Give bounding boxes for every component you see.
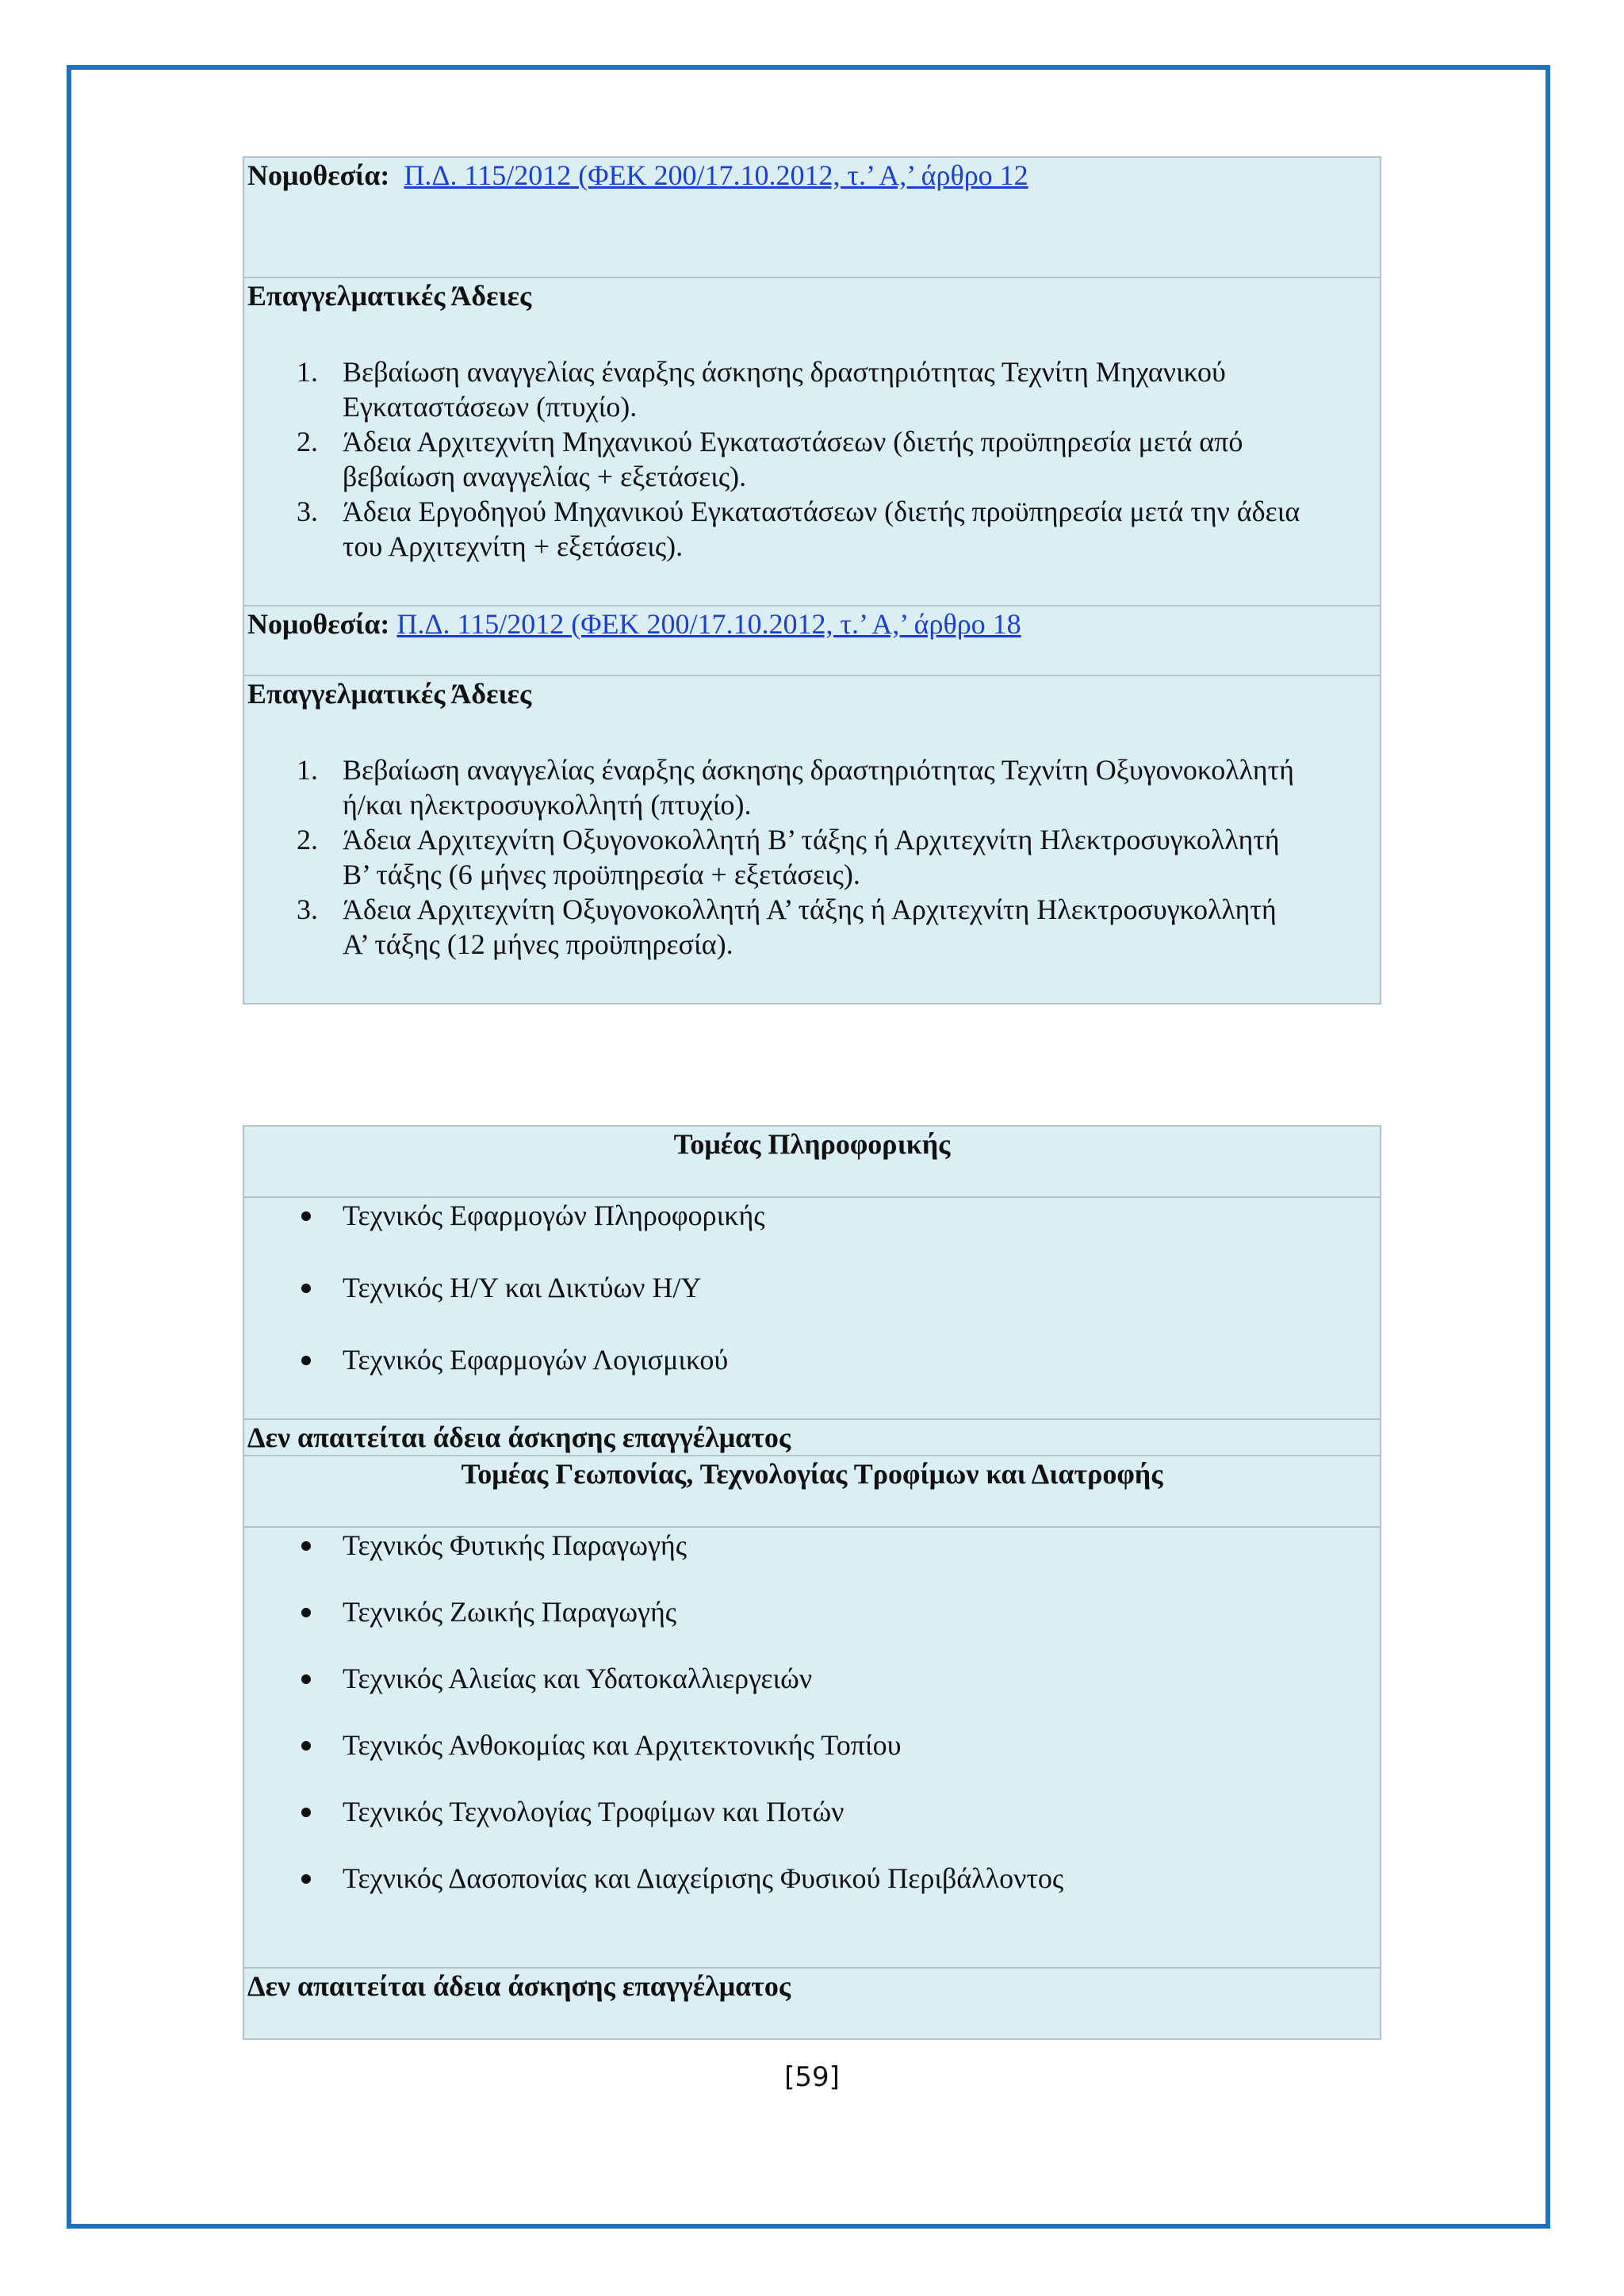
legislation-row-1 — [243, 157, 1381, 277]
license-item — [247, 822, 1377, 892]
license-text-line: Άδεια Εργοδηγού Μηχανικού Εγκαταστάσεων (διετής προϋπηρεσία μετά την άδεια — [343, 496, 1300, 527]
bullet-icon — [301, 1356, 311, 1365]
license-item — [247, 494, 1377, 564]
bullet-icon — [301, 1874, 311, 1884]
specialty-item — [247, 1528, 1377, 1563]
bullet-icon — [301, 1674, 311, 1684]
specialty-label: Τεχνικός Φυτικής Παραγωγής — [343, 1529, 687, 1561]
licenses-title: Επαγγελματικές Άδειες — [247, 280, 532, 312]
specialty-item — [247, 1728, 1377, 1762]
specialties-list-informatics — [247, 1198, 1377, 1377]
specialty-item — [247, 1342, 1377, 1377]
specialty-label: Τεχνικός Εφαρμογών Πληροφορικής — [343, 1200, 765, 1231]
specialty-label: Τεχνικός Η/Υ και Δικτύων Η/Υ — [343, 1272, 702, 1303]
specialty-item — [247, 1794, 1377, 1829]
specialties-list-agriculture — [247, 1528, 1377, 1896]
license-text-line: Α’ τάξης (12 μήνες προϋπηρεσία). — [343, 928, 733, 960]
license-text-line: του Αρχιτεχνίτη + εξετάσεις). — [343, 530, 684, 562]
page-number: [59] — [784, 2061, 840, 2093]
specialty-item — [247, 1594, 1377, 1629]
license-item — [247, 752, 1377, 822]
sector-title-informatics: Τομέας Πληροφορικής — [243, 1126, 1381, 1197]
specialty-label: Τεχνικός Τεχνολογίας Τροφίμων και Ποτών — [343, 1796, 845, 1827]
sectors-table — [243, 1125, 1381, 2040]
legislation-link-1[interactable]: Π.Δ. 115/2012 (ΦΕΚ 200/17.10.2012, τ.’ Α,’ άρθρο 12 — [404, 159, 1028, 191]
bullet-icon — [301, 1211, 311, 1221]
specialty-item — [247, 1198, 1377, 1233]
no-license-note-1: Δεν απαιτείται άδεια άσκησης επαγγέλματος — [243, 1419, 1381, 1456]
specialty-item — [247, 1270, 1377, 1305]
licenses-title: Επαγγελματικές Άδειες — [247, 678, 532, 710]
license-text-line: Άδεια Αρχιτεχνίτη Οξυγονοκολλητή Α’ τάξης ή Αρχιτεχνίτη Ηλεκτροσυγκολλητή — [343, 894, 1277, 925]
license-item — [247, 354, 1377, 424]
specialty-label: Τεχνικός Ζωικής Παραγωγής — [343, 1596, 677, 1628]
bullet-icon — [301, 1284, 311, 1293]
list-number: 2. — [297, 426, 318, 457]
license-text-line: Β’ τάξης (6 μήνες προϋπηρεσία + εξετάσεις). — [343, 859, 860, 890]
licenses-list-2 — [247, 752, 1377, 962]
legislation-link-2[interactable]: Π.Δ. 115/2012 (ΦΕΚ 200/17.10.2012, τ.’ Α,’ άρθρο 18 — [396, 608, 1021, 640]
license-text-line: Εγκαταστάσεων (πτυχίο). — [343, 391, 638, 423]
licenses-cell-2 — [243, 675, 1381, 1004]
specialty-label: Τεχνικός Αλιείας και Υδατοκαλλιεργειών — [343, 1663, 813, 1694]
bullet-icon — [301, 1808, 311, 1817]
license-text-line: Βεβαίωση αναγγελίας έναρξης άσκησης δραστηριότητας Τεχνίτη Οξυγονοκολλητή — [343, 754, 1294, 786]
no-license-note-2: Δεν απαιτείται άδεια άσκησης επαγγέλματος — [243, 1968, 1381, 2039]
license-text-line: Άδεια Αρχιτεχνίτη Μηχανικού Εγκαταστάσεων (διετής προϋπηρεσία μετά από — [343, 426, 1243, 457]
specialty-label: Τεχνικός Δασοπονίας και Διαχείρισης Φυσικού Περιβάλλοντος — [343, 1862, 1064, 1894]
licenses-table-mechanics — [243, 156, 1381, 1004]
sector-specialties-agriculture — [243, 1527, 1381, 1968]
sector-title-agriculture: Τομέας Γεωπονίας, Τεχνολογίας Τροφίμων και Διατροφής — [243, 1456, 1381, 1527]
legislation-label: Νομοθεσία: — [247, 159, 390, 191]
specialty-item — [247, 1861, 1377, 1896]
licenses-cell-1 — [243, 277, 1381, 606]
list-number: 2. — [297, 824, 318, 855]
legislation-row-2 — [243, 606, 1381, 675]
license-item — [247, 424, 1377, 494]
license-item — [247, 892, 1377, 962]
license-text-line: ή/και ηλεκτροσυγκολλητή (πτυχίο). — [343, 789, 752, 821]
specialty-label: Τεχνικός Ανθοκομίας και Αρχιτεκτονικής Τοπίου — [343, 1729, 902, 1761]
license-text-line: Βεβαίωση αναγγελίας έναρξης άσκησης δραστηριότητας Τεχνίτη Μηχανικού — [343, 356, 1226, 388]
legislation-label: Νομοθεσία: — [247, 608, 390, 640]
list-number: 1. — [297, 754, 318, 786]
list-number: 3. — [297, 496, 318, 527]
licenses-list-1 — [247, 354, 1377, 564]
bullet-icon — [301, 1608, 311, 1617]
sector-specialties-informatics — [243, 1197, 1381, 1419]
license-text-line: Άδεια Αρχιτεχνίτη Οξυγονοκολλητή Β’ τάξης ή Αρχιτεχνίτη Ηλεκτροσυγκολλητή — [343, 824, 1280, 855]
license-text-line: βεβαίωση αναγγελίας + εξετάσεις). — [343, 461, 747, 492]
specialty-item — [247, 1661, 1377, 1696]
list-number: 3. — [297, 894, 318, 925]
bullet-icon — [301, 1741, 311, 1751]
specialty-label: Τεχνικός Εφαρμογών Λογισμικού — [343, 1344, 729, 1376]
list-number: 1. — [297, 356, 318, 388]
bullet-icon — [301, 1541, 311, 1551]
